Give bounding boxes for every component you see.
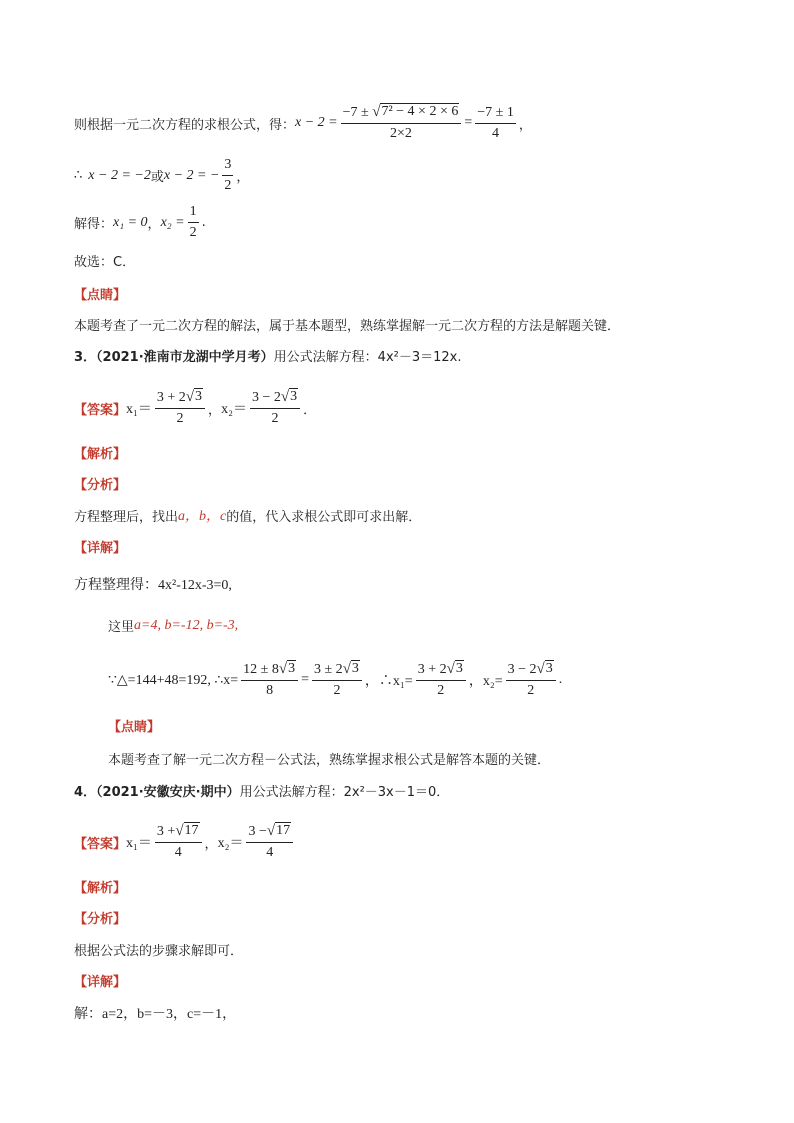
answer-fraction: 3 + 2 √ 3 2 — [155, 388, 205, 428]
tip-header: 【点睛】 — [74, 288, 127, 303]
question-source: 3．（2021·淮南市龙湖中学月考） — [74, 350, 274, 365]
question-source: 4．（2021·安徽安庆·期中） — [74, 785, 240, 800]
detail-header: 【详解】 — [74, 541, 127, 556]
sqrt-expression: √ 17 — [266, 823, 291, 839]
formula-lhs: x − 2 = — [295, 115, 338, 130]
formula-intro-text: 则根据一元二次方程的求根公式，得： — [74, 117, 296, 133]
detail-header-q4: 【详解】 — [74, 975, 127, 990]
therefore-symbol: ∴ — [74, 168, 83, 183]
sqrt-expression: √ 3 — [342, 661, 359, 677]
detail-line-2: 这里 a=4, b=-12, b=-3, — [108, 617, 239, 635]
fraction-denominator: 2×2 — [390, 126, 412, 141]
solution-line: 解得： x₁ = 0 ， x₂ = $\frac{1}{2}$ . — [74, 204, 206, 240]
radical-sign-icon: √ — [278, 661, 288, 677]
sqrt-expression: √ 3 — [280, 389, 298, 405]
detail-line-q4: 解：a=2，b=－3，c=－1， — [74, 1007, 237, 1022]
answer-fraction: 3 − 2 √ 3 2 — [250, 388, 300, 428]
fenxi-header-q4: 【分析】 — [74, 912, 127, 927]
radical-sign-icon: √ — [536, 661, 545, 677]
analysis-header-q4: 【解析】 — [74, 881, 127, 896]
formula-fraction-1 — [341, 103, 462, 143]
sqrt-expression: √ 17 — [175, 823, 199, 839]
formula-fraction-2: $\frac{-7 \pm 1}{4}$ — [477, 104, 514, 141]
question-3 — [74, 346, 462, 365]
radical-sign-icon: √ — [185, 389, 195, 405]
answer-fraction: 3 + √ 17 4 — [155, 822, 202, 862]
formula-line: 则根据一元二次方程的求根公式，得： x − 2 = −7 ± √ 7² − 4 × 2 × 6 2×2 = $\frac{-7 \pm 1}{4}$ ， — [74, 104, 532, 141]
answer-line-q3: 【答案】 x₁＝ 3 + 2 √ 3 2 ， x₂＝ 3 − 2 √ 3 2 ． — [74, 389, 317, 426]
radical-sign-icon: √ — [280, 389, 290, 405]
step-fraction: 12 ± 8 √ 3 8 — [241, 660, 298, 700]
radical-sign-icon: √ — [266, 823, 276, 839]
fenxi-header: 【分析】 — [74, 478, 127, 493]
choice-line: 故选：C． — [74, 255, 136, 270]
fenxi-text: 方程整理后，找出 a，b，c 的值，代入求根公式即可求出解． — [74, 509, 422, 525]
fenxi-text-q4: 根据公式法的步骤求解即可． — [74, 944, 244, 959]
question-text: 用公式法解方程：4x²－3＝12x. — [273, 350, 462, 365]
tip-header-q3: 【点睛】 — [108, 720, 161, 735]
detail-step-line: ∵△=144+48=192, ∴x= 12 ± 8 √ 3 8 = 3 ± 2 √ 3 2 ，∴x₁= 3 + 2 √ 3 2 ，x₂= 3 − 2 √ 3 2 . — [108, 661, 563, 698]
step-fraction: 3 − 2 √ 3 2 — [506, 660, 556, 700]
equals-sign: = — [464, 115, 473, 130]
sqrt-expression: √ 3 — [185, 389, 203, 405]
step-fraction: 3 + 2 √ 3 2 — [416, 660, 466, 700]
answer-line-q4: 【答案】 x₁＝ 3 + √ 17 4 ， x₂＝ 3 − √ 17 4 — [74, 822, 296, 862]
therefore-fraction: $\frac{3}{2}$ — [224, 157, 232, 193]
radical-sign-icon: √ — [372, 104, 381, 120]
tip-text-q3: 本题考查了解一元二次方程－公式法，熟练掌握求根公式是解答本题的关键． — [108, 753, 551, 768]
analysis-header: 【解析】 — [74, 447, 127, 462]
therefore-line: ∴ x − 2 = −2 或 x − 2 = − $\frac{3}{2}$ ， — [74, 157, 250, 193]
question-4 — [74, 781, 449, 800]
sqrt-expression: √ 3 — [446, 661, 463, 677]
step-fraction: 3 ± 2 √ 3 2 — [312, 660, 362, 700]
solution-fraction: $\frac{1}{2}$ — [189, 204, 197, 240]
answer-label: 【答案】 — [74, 836, 127, 852]
radical-sign-icon: √ — [175, 823, 184, 839]
sqrt-expression: √ 3 — [278, 661, 296, 677]
radical-sign-icon: √ — [446, 661, 455, 677]
tip-text: 本题考查了一元二次方程的解法，属于基本题型，熟练掌握解一元二次方程的方法是解题关键． — [74, 319, 621, 334]
answer-label: 【答案】 — [74, 402, 127, 418]
fraction-numerator: −7 ± √ 7² − 4 × 2 × 6 — [341, 103, 462, 124]
answer-fraction: 3 − √ 17 4 — [246, 822, 293, 862]
question-text: 用公式法解方程：2x²－3x－1＝0． — [239, 785, 450, 800]
radical-sign-icon: √ — [342, 661, 351, 677]
sqrt-expression: √ 7² − 4 × 2 × 6 — [372, 104, 459, 120]
sqrt-expression: √ 3 — [536, 661, 553, 677]
detail-line-1: 方程整理得：4x²-12x-3=0, — [74, 578, 232, 593]
